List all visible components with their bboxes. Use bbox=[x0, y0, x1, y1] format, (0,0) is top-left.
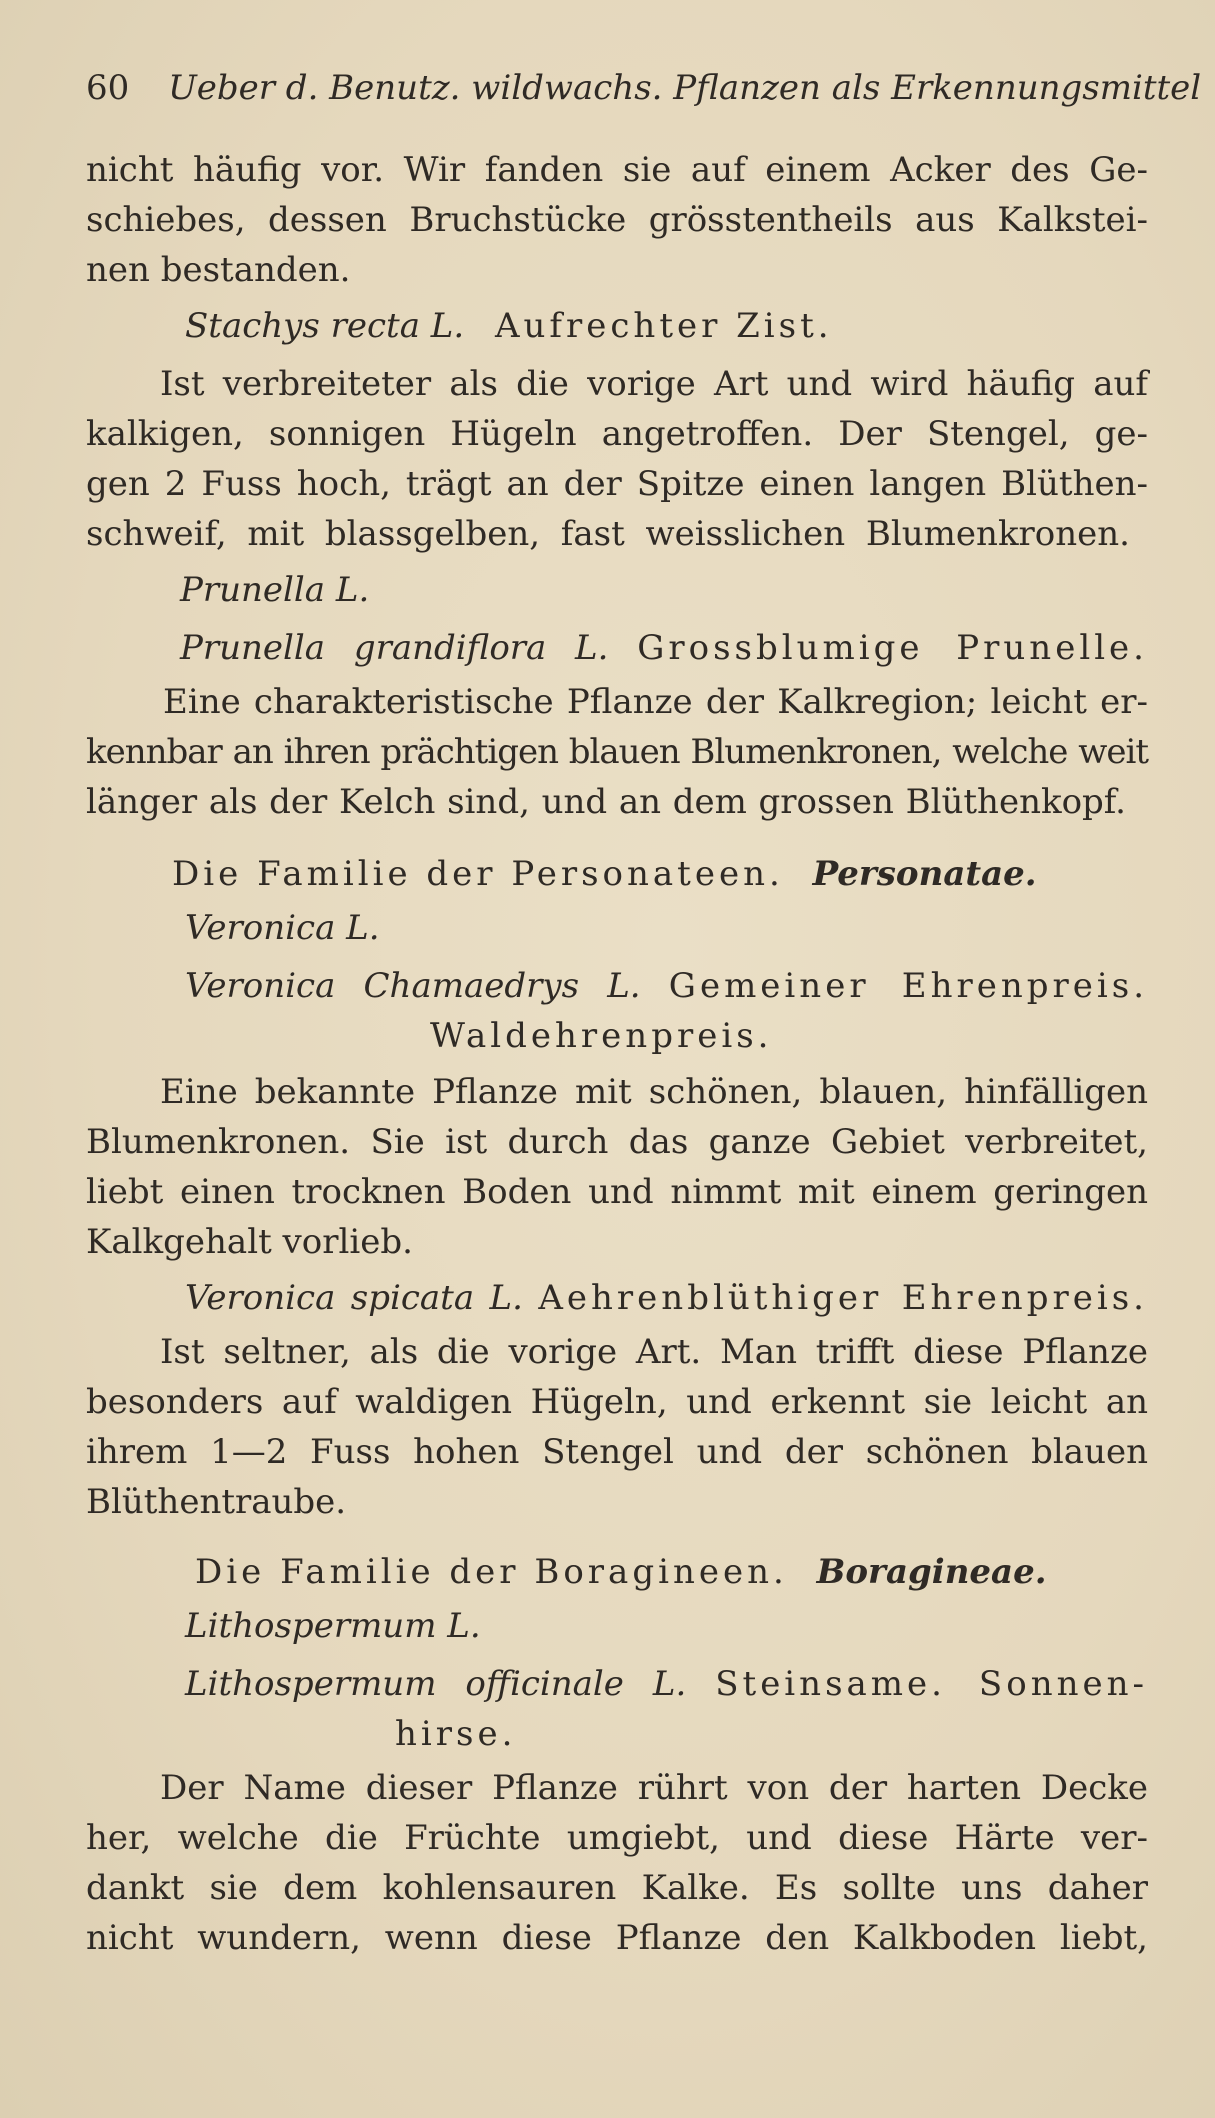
family-latin: Personatae. bbox=[812, 854, 1037, 894]
text-line-1: nicht häufig vor. Wir fanden sie auf einem Acker des Ge- bbox=[86, 150, 1148, 190]
text-line-21: dankt sie dem kohlensauren Kalke. Es sollte uns daher bbox=[86, 1868, 1148, 1908]
species-german: Aehrenblüthiger Ehrenpreis. bbox=[538, 1278, 1148, 1318]
species-latin: Veronica spicata L. bbox=[185, 1278, 523, 1318]
species-latin: Lithospermum officinale L. bbox=[185, 1664, 687, 1704]
species-german: Aufrechter Zist. bbox=[494, 306, 833, 346]
text-line-13: liebt einen trocknen Boden und nimmt mit einem geringen bbox=[86, 1172, 1148, 1212]
text-line-2: schiebes, dessen Bruchstücke grösstentheils aus Kalkstei- bbox=[86, 200, 1148, 240]
species-german: Steinsame. Sonnen- bbox=[715, 1664, 1148, 1704]
species-latin: Stachys recta L. bbox=[185, 306, 465, 346]
family-personatae bbox=[172, 852, 1037, 896]
entry-lithospermum-officinale bbox=[185, 1662, 1148, 1706]
family-german: Die Familie der Personateen. bbox=[172, 854, 784, 894]
text-line-20: her, welche die Früchte umgiebt, und diese Härte ver- bbox=[86, 1818, 1148, 1858]
entry-lithospermum-genus: Lithospermum L. bbox=[185, 1606, 481, 1646]
text-line-5: kalkigen, sonnigen Hügeln angetroffen. Der Stengel, ge- bbox=[86, 414, 1148, 454]
text-line-15: Ist seltner, als die vorige Art. Man trifft diese Pflanze bbox=[160, 1332, 1148, 1372]
text-line-7: schweif, mit blassgelben, fast weisslichen Blumenkronen. bbox=[86, 514, 1130, 554]
text-line-16: besonders auf waldigen Hügeln, und erkennt sie leicht an bbox=[86, 1382, 1148, 1422]
entry-veronica-spicata bbox=[185, 1276, 1148, 1320]
species-german-continued: hirse. bbox=[395, 1714, 517, 1754]
running-title: Ueber d. Benutz. wildwachs. Pflanzen als Erkennungsmittel bbox=[168, 68, 1202, 108]
entry-veronica-genus: Veronica L. bbox=[185, 908, 380, 948]
family-german: Die Familie der Boragineen. bbox=[195, 1552, 788, 1592]
species-german: Grossblumige Prunelle. bbox=[637, 628, 1148, 668]
family-boragineae bbox=[195, 1550, 1047, 1594]
text-line-11: Eine bekannte Pflanze mit schönen, blauen, hinfälligen bbox=[160, 1072, 1148, 1112]
text-line-17: ihrem 1—2 Fuss hohen Stengel und der schönen blauen bbox=[86, 1432, 1148, 1472]
family-latin: Boragineae. bbox=[816, 1552, 1047, 1592]
entry-stachys-recta bbox=[185, 304, 833, 348]
text-line-4: Ist verbreiteter als die vorige Art und wird häufig auf bbox=[160, 364, 1148, 404]
entry-prunella-genus: Prunella L. bbox=[180, 570, 370, 610]
entry-veronica-chamaedrys bbox=[185, 964, 1148, 1008]
text-line-3: nen bestanden. bbox=[86, 250, 351, 290]
text-line-6: gen 2 Fuss hoch, trägt an der Spitze einen langen Blüthen- bbox=[86, 464, 1148, 504]
species-latin: Prunella grandiflora L. bbox=[180, 628, 609, 668]
text-line-12: Blumenkronen. Sie ist durch das ganze Gebiet verbreitet, bbox=[86, 1122, 1148, 1162]
text-line-19: Der Name dieser Pflanze rührt von der harten Decke bbox=[160, 1768, 1148, 1808]
text-line-18: Blüthentraube. bbox=[86, 1482, 347, 1522]
text-line-14: Kalkgehalt vorlieb. bbox=[86, 1222, 413, 1262]
species-german-continued: Waldehrenpreis. bbox=[430, 1016, 773, 1056]
text-line-8: Eine charakteristische Pflanze der Kalkregion; leicht er- bbox=[163, 682, 1148, 722]
text-line-22: nicht wundern, wenn diese Pflanze den Kalkboden liebt, bbox=[86, 1918, 1148, 1958]
entry-prunella-grandiflora bbox=[180, 626, 1148, 670]
running-header bbox=[86, 66, 1202, 110]
species-german: Gemeiner Ehrenpreis. bbox=[668, 966, 1149, 1006]
page-number: 60 bbox=[86, 68, 130, 108]
text-line-10: länger als der Kelch sind, und an dem grossen Blüthenkopf. bbox=[86, 782, 1126, 822]
species-latin: Veronica Chamaedrys L. bbox=[185, 966, 641, 1006]
text-line-9: kennbar an ihren prächtigen blauen Blumenkronen, welche weit bbox=[86, 732, 1148, 772]
